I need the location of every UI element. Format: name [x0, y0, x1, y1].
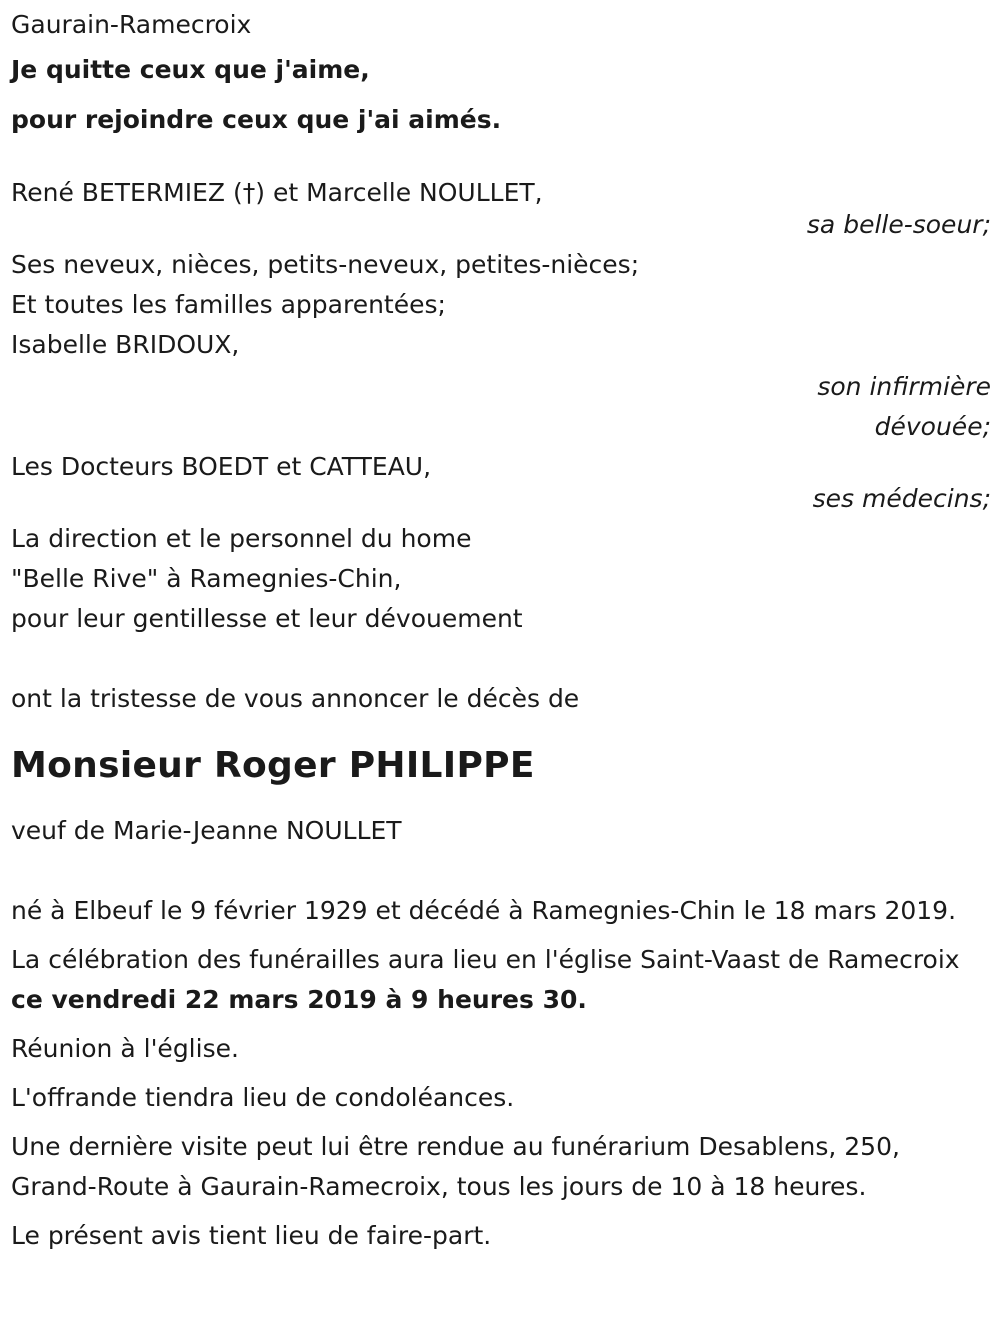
- announcement: ont la tristesse de vous annoncer le décès de: [11, 684, 580, 713]
- family-role-5: ses médecins;: [812, 484, 991, 513]
- family-line-2: Ses neveux, nièces, petits-neveux, petites-nièces;: [11, 250, 640, 279]
- verse-line-1: Je quitte ceux que j'aime,: [11, 55, 370, 84]
- birth-death: né à Elbeuf le 9 février 1929 et décédé à Ramegnies-Chin le 18 mars 2019.: [11, 896, 957, 925]
- family-role-4a: son infirmière: [817, 372, 991, 401]
- family-role-1: sa belle-soeur;: [806, 210, 991, 239]
- widower-line: veuf de Marie-Jeanne NOULLET: [11, 816, 402, 845]
- spacer: [11, 719, 991, 741]
- family-line-8: pour leur gentillesse et leur dévouement: [11, 604, 523, 633]
- family-line-1: René BETERMIEZ (†) et Marcelle NOULLET,: [11, 178, 543, 207]
- spacer: [11, 145, 991, 173]
- reunion: Réunion à l'église.: [11, 1034, 239, 1063]
- family-line-7: "Belle Rive" à Ramegnies-Chin,: [11, 564, 402, 593]
- notice: Le présent avis tient lieu de faire-part.: [11, 1221, 492, 1250]
- funeral-prefix: La célébration des funérailles aura lieu en l'église Saint-Vaast de Ramecroix: [11, 945, 960, 974]
- spacer: [11, 851, 991, 891]
- family-line-3: Et toutes les familles apparentées;: [11, 290, 446, 319]
- family-line-5: Les Docteurs BOEDT et CATTEAU,: [11, 452, 432, 481]
- verse-line-2: pour rejoindre ceux que j'ai aimés.: [11, 105, 502, 134]
- funeral-info: [11, 940, 991, 1020]
- family-line-4: Isabelle BRIDOUX,: [11, 330, 240, 359]
- family-line-6: La direction et le personnel du home: [11, 524, 472, 553]
- location: Gaurain-Ramecroix: [11, 10, 252, 39]
- offering: L'offrande tiendra lieu de condoléances.: [11, 1083, 515, 1112]
- obituary-notice: [11, 5, 991, 1265]
- spacer: [11, 639, 991, 679]
- deceased-name: Monsieur Roger PHILIPPE: [11, 745, 535, 786]
- family-role-4b: dévouée;: [874, 412, 991, 441]
- spacer: [11, 791, 991, 811]
- visit-info: Une dernière visite peut lui être rendue au funérarium Desablens, 250, Grand-Route à Gaurain-Ramecroix, tous les jours de 10 à 18 heures.: [11, 1132, 900, 1201]
- funeral-date: ce vendredi 22 mars 2019 à 9 heures 30.: [11, 985, 587, 1014]
